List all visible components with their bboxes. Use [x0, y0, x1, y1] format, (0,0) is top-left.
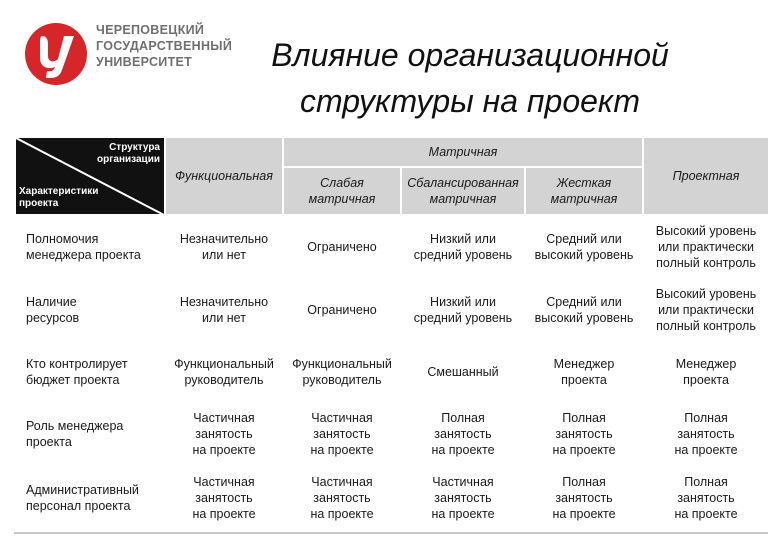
- table-cell: [283, 279, 401, 341]
- cell-line: занятость: [313, 491, 371, 505]
- cell-line: занятость: [555, 491, 613, 505]
- cell-line: Менеджер: [675, 357, 737, 371]
- table-cell: [401, 403, 525, 465]
- table-body: [15, 215, 769, 531]
- table-cell: [165, 465, 283, 531]
- table-cell: [283, 215, 401, 279]
- cell-line: на проекте: [674, 507, 738, 521]
- table-cell: [643, 341, 769, 403]
- table-cell: [643, 403, 769, 465]
- cell-line: занятость: [434, 427, 492, 441]
- row-header-line: Полномочия: [26, 232, 99, 246]
- cell-line: Полная: [441, 411, 485, 425]
- comparison-table: [14, 136, 770, 532]
- cell-line: руководитель: [302, 373, 382, 387]
- row-header-line: Роль менеджера: [26, 419, 124, 433]
- table-cell: [401, 341, 525, 403]
- column-header-balanced-matrix: [401, 167, 525, 215]
- cell-line: занятость: [313, 427, 371, 441]
- cell-line: Низкий или: [430, 295, 496, 309]
- table-cell: [401, 465, 525, 531]
- cell-line: средний уровень: [413, 311, 513, 325]
- header-line: Жесткая: [556, 176, 612, 190]
- table-cell: [165, 215, 283, 279]
- table-cell: [525, 279, 643, 341]
- cell-line: на проекте: [674, 443, 738, 457]
- slide-title-line: Влияние организационной: [271, 37, 669, 73]
- header-line: Сбалансированная: [407, 176, 519, 190]
- row-header-line: менеджера проекта: [26, 248, 141, 262]
- cell-line: или нет: [202, 311, 246, 325]
- cell-line: занятость: [677, 427, 735, 441]
- cell-line: полный контроль: [656, 256, 756, 270]
- table-cell: [165, 279, 283, 341]
- row-header: [15, 341, 165, 403]
- cell-line: на проекте: [431, 507, 495, 521]
- row-header-line: персонал проекта: [26, 499, 131, 513]
- table-cell: [283, 341, 401, 403]
- table-row: [15, 215, 769, 279]
- cell-line: высокий уровень: [534, 248, 634, 262]
- table-cell: [165, 341, 283, 403]
- cell-line: Незначительно: [179, 295, 269, 309]
- row-header-line: Наличие: [26, 295, 77, 309]
- cell-line: на проекте: [192, 507, 256, 521]
- cell-line: занятость: [195, 491, 253, 505]
- cell-line: занятость: [677, 491, 735, 505]
- header-line: матричная: [550, 192, 618, 206]
- table-cell: [643, 215, 769, 279]
- cell-line: Полная: [684, 475, 728, 489]
- cell-line: средний уровень: [413, 248, 513, 262]
- cell-line: занятость: [195, 427, 253, 441]
- cell-line: на проекте: [310, 443, 374, 457]
- table-row: [15, 341, 769, 403]
- cell-line: проекта: [683, 373, 729, 387]
- header-line: матричная: [429, 192, 497, 206]
- cell-line: Смешанный: [427, 365, 499, 379]
- cell-line: высокий уровень: [534, 311, 634, 325]
- cell-line: Высокий уровень: [655, 224, 757, 238]
- row-header: [15, 215, 165, 279]
- table-cell: [525, 215, 643, 279]
- cell-line: или практически: [658, 303, 754, 317]
- cell-line: или нет: [202, 248, 246, 262]
- cell-line: занятость: [434, 491, 492, 505]
- corner-bottom-label: [19, 186, 98, 210]
- cell-line: руководитель: [184, 373, 264, 387]
- slide-header: [0, 0, 780, 128]
- corner-bottom-line: проекта: [19, 198, 59, 209]
- table-cell: [643, 279, 769, 341]
- cell-line: Функциональный: [174, 357, 274, 371]
- row-header: [15, 403, 165, 465]
- table-cell: [643, 465, 769, 531]
- cell-line: Полная: [684, 411, 728, 425]
- corner-bottom-line: Характеристики: [19, 186, 99, 197]
- cell-line: Низкий или: [430, 232, 496, 246]
- cell-line: на проекте: [552, 507, 616, 521]
- table-cell: [401, 215, 525, 279]
- comparison-table-wrapper: [14, 136, 768, 534]
- row-header-line: ресурсов: [26, 311, 80, 325]
- column-header-functional: Функциональная: [165, 137, 283, 215]
- column-header-strong-matrix: [525, 167, 643, 215]
- row-header-line: проекта: [26, 435, 72, 449]
- cell-line: Полная: [562, 411, 606, 425]
- row-header-line: Административный: [26, 483, 139, 497]
- cell-line: на проекте: [431, 443, 495, 457]
- cell-line: Функциональный: [292, 357, 392, 371]
- slide-title-line: структуры на проект: [299, 83, 641, 119]
- cell-line: Ограничено: [307, 303, 377, 317]
- cell-line: Средний или: [546, 232, 622, 246]
- table-cell: [525, 465, 643, 531]
- cell-line: Частичная: [193, 475, 255, 489]
- cell-line: Ограничено: [307, 240, 377, 254]
- slide-title: [190, 32, 750, 124]
- university-name-line: УНИВЕРСИТЕТ: [96, 55, 193, 69]
- cell-line: Частичная: [193, 411, 255, 425]
- table-corner-header: [15, 137, 165, 215]
- column-header-matrix: Матричная: [283, 137, 643, 167]
- cell-line: Частичная: [432, 475, 494, 489]
- header-line: Слабая: [320, 176, 364, 190]
- cell-line: или практически: [658, 240, 754, 254]
- cell-line: занятость: [555, 427, 613, 441]
- table-cell: [283, 465, 401, 531]
- cell-line: Частичная: [311, 411, 373, 425]
- corner-top-line: организации: [97, 154, 160, 165]
- column-header-weak-matrix: [283, 167, 401, 215]
- table-cell: [401, 279, 525, 341]
- table-row: [15, 465, 769, 531]
- table-cell: [525, 403, 643, 465]
- table-row: [15, 403, 769, 465]
- cell-line: Полная: [562, 475, 606, 489]
- university-name-line: ЧЕРЕПОВЕЦКИЙ: [96, 23, 205, 37]
- header-line: матричная: [308, 192, 376, 206]
- table-row: [15, 279, 769, 341]
- cell-line: проекта: [561, 373, 607, 387]
- table-cell: [283, 403, 401, 465]
- corner-top-line: Структура: [109, 142, 160, 153]
- column-header-projected: Проектная: [643, 137, 769, 215]
- row-header: [15, 465, 165, 531]
- table-cell: [165, 403, 283, 465]
- cell-line: Частичная: [311, 475, 373, 489]
- cell-line: Высокий уровень: [655, 287, 757, 301]
- table-cell: [525, 341, 643, 403]
- cell-line: полный контроль: [656, 319, 756, 333]
- cell-line: на проекте: [192, 443, 256, 457]
- row-header-line: Кто контролирует: [26, 357, 128, 371]
- row-header-line: бюджет проекта: [26, 373, 120, 387]
- cell-line: Средний или: [546, 295, 622, 309]
- cell-line: на проекте: [552, 443, 616, 457]
- cell-line: Менеджер: [553, 357, 615, 371]
- cell-line: на проекте: [310, 507, 374, 521]
- university-name-line: ГОСУДАРСТВЕННЫЙ: [96, 39, 233, 53]
- corner-top-label: [97, 142, 160, 166]
- row-header: [15, 279, 165, 341]
- university-logo-icon: [24, 22, 88, 86]
- cell-line: Незначительно: [179, 232, 269, 246]
